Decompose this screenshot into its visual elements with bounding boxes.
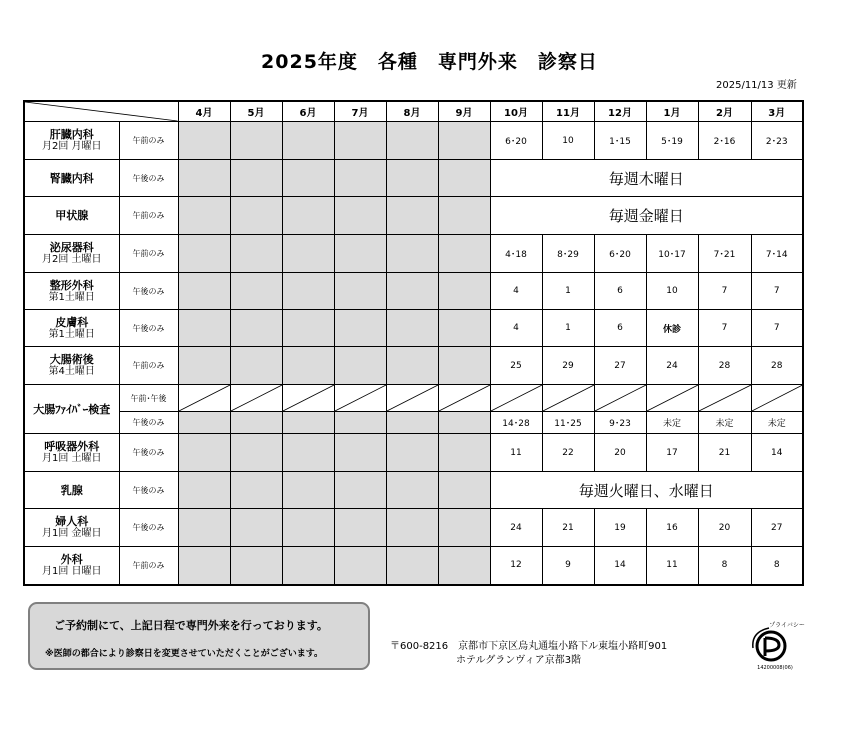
date-cell: 10･17: [646, 235, 698, 273]
slash-cell: [751, 385, 803, 412]
dept-frequency: 月1回 土曜日: [41, 453, 102, 464]
address-line-1: 〒600-8216 京都市下京区烏丸通塩小路下ル東塩小路町901: [390, 641, 668, 652]
slash-cell: [386, 385, 438, 412]
dept-frequency: 月2回 月曜日: [41, 141, 102, 152]
empty-cell: [178, 434, 230, 472]
page-title: 2025年度 各種 専門外来 診察日: [261, 51, 598, 73]
dept-label: 呼吸器外科: [44, 440, 100, 453]
empty-cell: [438, 197, 490, 235]
empty-cell: [230, 434, 282, 472]
empty-cell: [282, 472, 334, 509]
dept-name: [24, 434, 119, 472]
date-cell: 29: [542, 347, 594, 385]
month-header: 3月: [751, 101, 803, 122]
date-cell: 19: [594, 509, 646, 547]
date-cell: 7: [751, 310, 803, 347]
table-row: [24, 509, 803, 547]
dept-frequency: 第1土曜日: [48, 291, 95, 303]
month-header: 11月: [542, 101, 594, 122]
empty-cell: [230, 160, 282, 197]
date-cell: 11: [646, 547, 698, 585]
date-cell: 21: [698, 434, 751, 472]
empty-cell: [178, 310, 230, 347]
date-cell: 21: [542, 509, 594, 547]
empty-cell: [230, 347, 282, 385]
date-cell: 22: [542, 434, 594, 472]
dept-label: 肝臓内科: [49, 128, 94, 141]
date-cell: 14: [751, 434, 803, 472]
table-row: [24, 160, 803, 197]
empty-cell: [178, 160, 230, 197]
empty-cell: [386, 347, 438, 385]
empty-cell: [230, 310, 282, 347]
empty-cell: [282, 547, 334, 585]
empty-cell: [334, 547, 386, 585]
month-header: 8月: [386, 101, 438, 122]
empty-cell: [282, 235, 334, 273]
table-row: [24, 347, 803, 385]
dept-frequency: 第4土曜日: [48, 366, 95, 377]
date-cell: 7: [698, 310, 751, 347]
dept-name: [24, 122, 119, 160]
month-header: 7月: [334, 101, 386, 122]
date-cell: 6: [594, 310, 646, 347]
time-slot: 午後のみ: [119, 160, 178, 197]
date-cell: 28: [751, 347, 803, 385]
empty-cell: [178, 122, 230, 160]
date-cell: 14: [594, 547, 646, 585]
weekly-schedule: 毎週火曜日、水曜日: [490, 472, 803, 509]
empty-cell: [438, 547, 490, 585]
empty-cell: [438, 434, 490, 472]
logo-number: 14200008(06): [757, 665, 793, 671]
reservation-note: [28, 602, 370, 670]
dept-label: 整形外科: [49, 278, 94, 292]
date-cell: 1: [542, 273, 594, 310]
empty-cell: [386, 310, 438, 347]
slash-cell: [282, 385, 334, 412]
slash-cell: [646, 385, 698, 412]
dept-name: [24, 347, 119, 385]
slash-cell: [698, 385, 751, 412]
empty-cell: [178, 472, 230, 509]
updated-date: 2025/11/13 更新: [716, 80, 797, 91]
date-cell: 1: [542, 310, 594, 347]
empty-cell: [230, 547, 282, 585]
date-cell: 4: [490, 273, 542, 310]
table-row: [24, 385, 803, 412]
date-cell: 25: [490, 347, 542, 385]
empty-cell: [334, 273, 386, 310]
dept-label: 大腸術後: [49, 353, 94, 366]
month-header: 9月: [438, 101, 490, 122]
empty-cell: [334, 347, 386, 385]
date-cell: 8: [751, 547, 803, 585]
month-header: 4月: [178, 101, 230, 122]
dept-frequency: 月2回 土曜日: [41, 254, 102, 265]
header-row: [24, 101, 803, 122]
empty-cell: [386, 434, 438, 472]
table-row: [24, 310, 803, 347]
table-row: [24, 197, 803, 235]
empty-cell: [438, 310, 490, 347]
empty-cell: [386, 412, 438, 434]
empty-cell: [438, 160, 490, 197]
time-slot: 午後のみ: [119, 310, 178, 347]
note-line-1: ご予約制にて、上記日程で専門外来を行っております。: [54, 619, 328, 632]
privacy-mark-logo: [745, 618, 817, 672]
address-line-2: ホテルグランヴィア京都3階: [456, 655, 582, 666]
date-cell: 10: [646, 273, 698, 310]
date-cell: 6･20: [594, 235, 646, 273]
empty-cell: [230, 273, 282, 310]
dept-name: [24, 197, 119, 235]
empty-cell: [438, 122, 490, 160]
date-cell: 17: [646, 434, 698, 472]
empty-cell: [334, 509, 386, 547]
slash-cell: [230, 385, 282, 412]
empty-cell: [334, 160, 386, 197]
dept-label: 泌尿器科: [49, 241, 94, 254]
time-slot: 午後のみ: [119, 434, 178, 472]
date-cell: 11･25: [542, 412, 594, 434]
time-slot: 午後のみ: [119, 412, 178, 434]
date-cell: 未定: [698, 412, 751, 434]
slash-cell: [490, 385, 542, 412]
empty-cell: [178, 235, 230, 273]
dept-frequency: 月1回 金曜日: [41, 528, 102, 539]
month-header: 6月: [282, 101, 334, 122]
empty-cell: [334, 412, 386, 434]
dept-name: [24, 385, 119, 434]
dept-frequency: 月1回 日曜日: [41, 565, 102, 577]
table-row: [24, 235, 803, 273]
weekly-schedule: 毎週金曜日: [490, 197, 803, 235]
date-cell: 20: [698, 509, 751, 547]
empty-cell: [386, 197, 438, 235]
empty-cell: [334, 434, 386, 472]
time-slot: 午前のみ: [119, 235, 178, 273]
empty-cell: [386, 547, 438, 585]
date-cell: 7･14: [751, 235, 803, 273]
dept-name: [24, 472, 119, 509]
date-cell: 20: [594, 434, 646, 472]
date-cell: 6: [594, 273, 646, 310]
dept-name: [24, 235, 119, 273]
empty-cell: [438, 509, 490, 547]
month-header: 2月: [698, 101, 751, 122]
table-row: [24, 122, 803, 160]
empty-cell: [282, 310, 334, 347]
dept-label: 甲状腺: [55, 209, 89, 222]
date-cell: 9･23: [594, 412, 646, 434]
time-slot: 午前･午後: [119, 385, 178, 412]
date-cell: 7: [698, 273, 751, 310]
dept-name: [24, 273, 119, 310]
month-header: 5月: [230, 101, 282, 122]
time-slot: 午後のみ: [119, 472, 178, 509]
date-cell: 2･16: [698, 122, 751, 160]
empty-cell: [386, 509, 438, 547]
date-cell: 11: [490, 434, 542, 472]
table-row: [24, 434, 803, 472]
dept-label: 大腸ﾌｧｲﾊﾞｰ検査: [33, 402, 111, 416]
table-row: [24, 472, 803, 509]
empty-cell: [178, 412, 230, 434]
dept-label: 皮膚科: [55, 315, 89, 329]
dept-name: [24, 509, 119, 547]
date-cell: 8: [698, 547, 751, 585]
date-cell: 7: [751, 273, 803, 310]
date-cell: 10: [542, 122, 594, 160]
table-row: [24, 412, 803, 434]
slash-cell: [178, 385, 230, 412]
empty-cell: [282, 122, 334, 160]
empty-cell: [178, 509, 230, 547]
empty-cell: [334, 122, 386, 160]
date-cell: 未定: [751, 412, 803, 434]
slash-cell: [542, 385, 594, 412]
table-row: [24, 273, 803, 310]
empty-cell: [334, 235, 386, 273]
date-cell: 9: [542, 547, 594, 585]
empty-cell: [230, 122, 282, 160]
empty-cell: [282, 509, 334, 547]
dept-label: 外科: [60, 552, 83, 566]
empty-cell: [230, 472, 282, 509]
empty-cell: [438, 472, 490, 509]
empty-cell: [438, 235, 490, 273]
time-slot: 午後のみ: [119, 273, 178, 310]
dept-label: 婦人科: [55, 515, 89, 528]
date-cell: 1･15: [594, 122, 646, 160]
month-header: 12月: [594, 101, 646, 122]
time-slot: 午前のみ: [119, 122, 178, 160]
date-cell: 27: [751, 509, 803, 547]
time-slot: 午後のみ: [119, 509, 178, 547]
date-cell: 14･28: [490, 412, 542, 434]
table-row: [24, 547, 803, 585]
dept-name: [24, 160, 119, 197]
empty-cell: [282, 412, 334, 434]
empty-cell: [178, 197, 230, 235]
weekly-schedule: 毎週木曜日: [490, 160, 803, 197]
date-cell: 未定: [646, 412, 698, 434]
empty-cell: [334, 197, 386, 235]
schedule-table: [23, 100, 804, 586]
date-cell: 2･23: [751, 122, 803, 160]
time-slot: 午前のみ: [119, 197, 178, 235]
date-cell: 休診: [646, 310, 698, 347]
date-cell: 24: [490, 509, 542, 547]
corner-cell: [24, 101, 178, 122]
empty-cell: [282, 347, 334, 385]
empty-cell: [178, 273, 230, 310]
date-cell: 5･19: [646, 122, 698, 160]
date-cell: 7･21: [698, 235, 751, 273]
empty-cell: [230, 197, 282, 235]
time-slot: 午前のみ: [119, 347, 178, 385]
dept-frequency: 第1土曜日: [48, 328, 95, 340]
empty-cell: [282, 160, 334, 197]
month-header: 1月: [646, 101, 698, 122]
note-line-2: ※医師の都合により診察日を変更させていただくことがございます。: [45, 649, 324, 659]
empty-cell: [386, 235, 438, 273]
empty-cell: [230, 235, 282, 273]
empty-cell: [438, 347, 490, 385]
logo-text: プライバシー: [769, 622, 805, 629]
empty-cell: [230, 509, 282, 547]
date-cell: 16: [646, 509, 698, 547]
empty-cell: [178, 347, 230, 385]
empty-cell: [230, 412, 282, 434]
dept-label: 乳腺: [60, 483, 83, 497]
empty-cell: [386, 472, 438, 509]
date-cell: 28: [698, 347, 751, 385]
date-cell: 4: [490, 310, 542, 347]
dept-label: 腎臓内科: [49, 171, 94, 185]
date-cell: 6･20: [490, 122, 542, 160]
empty-cell: [386, 273, 438, 310]
slash-cell: [438, 385, 490, 412]
dept-name: [24, 547, 119, 585]
date-cell: 8･29: [542, 235, 594, 273]
empty-cell: [438, 273, 490, 310]
empty-cell: [282, 273, 334, 310]
slash-cell: [334, 385, 386, 412]
empty-cell: [178, 547, 230, 585]
slash-cell: [594, 385, 646, 412]
dept-name: [24, 310, 119, 347]
empty-cell: [386, 122, 438, 160]
date-cell: 12: [490, 547, 542, 585]
date-cell: 27: [594, 347, 646, 385]
date-cell: 4･18: [490, 235, 542, 273]
month-header: 10月: [490, 101, 542, 122]
empty-cell: [282, 197, 334, 235]
date-cell: 24: [646, 347, 698, 385]
empty-cell: [386, 160, 438, 197]
empty-cell: [438, 412, 490, 434]
empty-cell: [334, 310, 386, 347]
empty-cell: [282, 434, 334, 472]
time-slot: 午前のみ: [119, 547, 178, 585]
empty-cell: [334, 472, 386, 509]
